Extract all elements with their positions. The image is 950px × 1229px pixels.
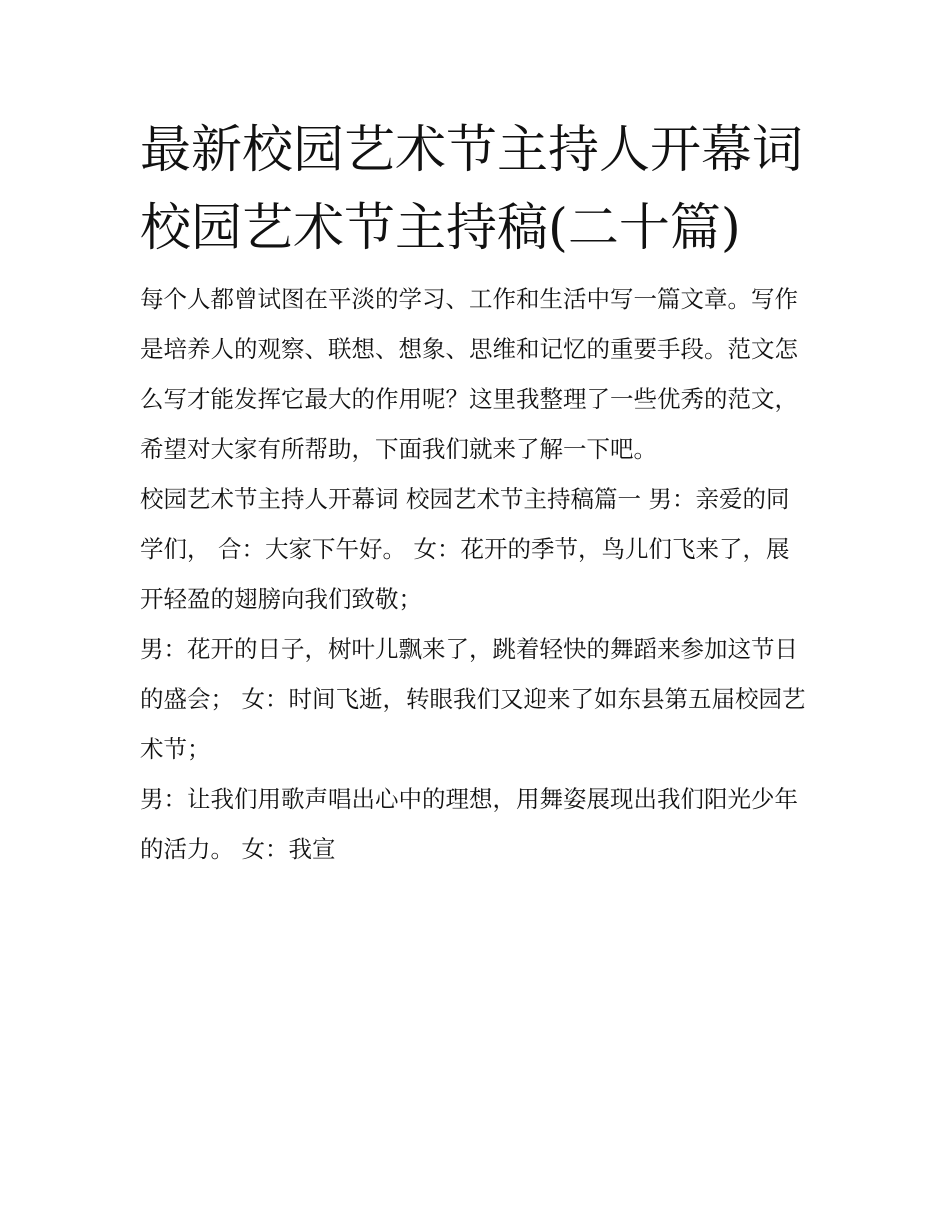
script-paragraph-3: 男：让我们用歌声唱出心中的理想，用舞姿展现出我们阳光少年的活力。 女：我宣 <box>140 785 798 863</box>
document-body <box>140 112 812 874</box>
intro-paragraph: 每个人都曾试图在平淡的学习、工作和生活中写一篇文章。写作是培养人的观察、联想、想象、思维和记忆的重要手段。范文怎么写才能发挥它最大的作用呢？这里我整理了一些优秀的范文，希望对大家有所帮助，下面我们就来了解一下吧。 <box>140 285 798 463</box>
script-paragraph-1: 校园艺术节主持人开幕词 校园艺术节主持稿篇一 男：亲爱的同学们， 合：大家下午好。 女：花开的季节，鸟儿们飞来了，展开轻盈的翅膀向我们致敬； <box>140 485 790 613</box>
title-line-2: 校园艺术节主持稿(二十篇) <box>140 199 741 258</box>
document-title <box>140 112 812 268</box>
title-line-1: 最新校园艺术节主持人开幕词 <box>140 121 804 180</box>
script-paragraph-2: 男：花开的日子，树叶儿飘来了，跳着轻快的舞蹈来参加这节日的盛会； 女：时间飞逝，转眼我们又迎来了如东县第五届校园艺术节； <box>140 635 806 763</box>
